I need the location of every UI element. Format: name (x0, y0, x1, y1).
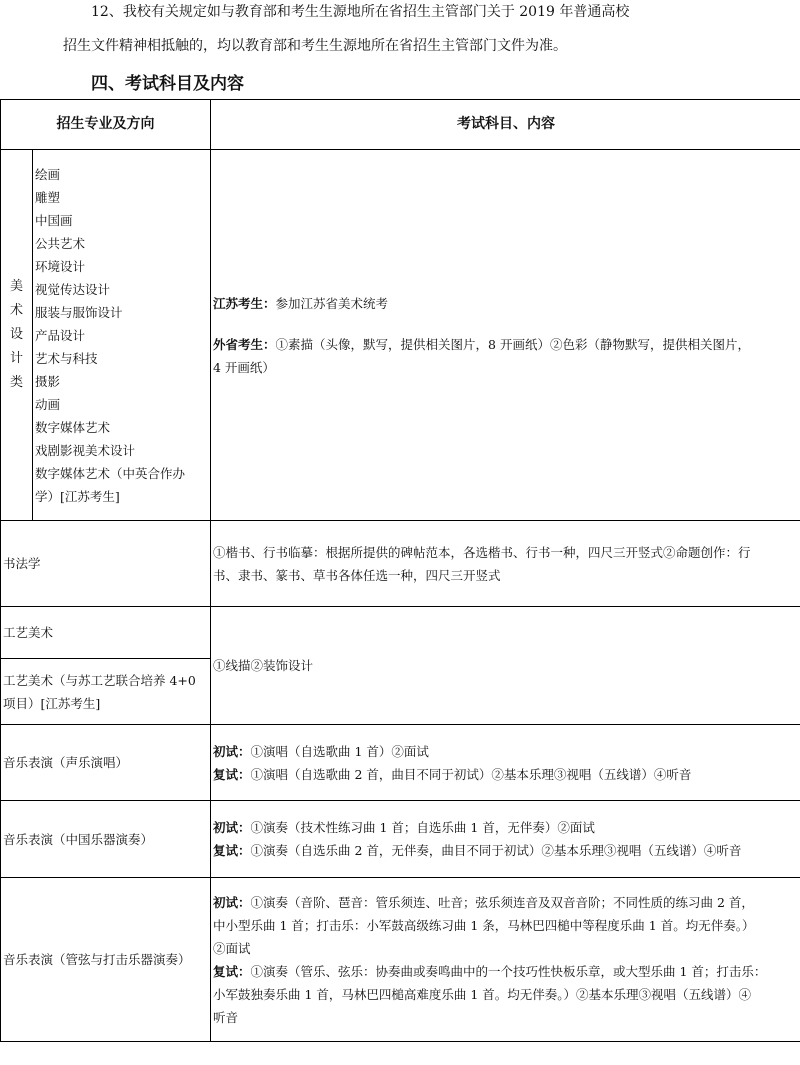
table-row-orchestral (1, 878, 800, 1042)
chinese-instruments-content (211, 801, 800, 878)
category-char: 术 (9, 303, 23, 318)
intro-paragraph-line-2: 招生文件精神相抵触的，均以教育部和考生生源地所在省招生主管部门文件为准。 (63, 38, 567, 54)
calligraphy-content (211, 521, 800, 607)
list-item: 摄影 (35, 373, 61, 389)
list-item: 视觉传达设计 (35, 281, 111, 297)
list-item: 艺术与科技 (35, 350, 98, 366)
list-item: 绘画 (35, 166, 61, 182)
table-row-craft-1 (1, 607, 800, 659)
vocal-content (211, 725, 800, 801)
category-char: 计 (9, 351, 23, 366)
first-round-text-2: 中小型乐曲 1 首；打击乐：小军鼓高级练习曲 1 条，马林巴四槌中等程度乐曲 1 首。均无伴奏。） (213, 917, 755, 933)
first-round-label: 初试： (213, 820, 251, 835)
list-item: 戏剧影视美术设计 (35, 442, 136, 458)
jiangsu-line (213, 292, 799, 315)
art-design-majors-list (33, 150, 211, 521)
table-header-row (1, 100, 800, 150)
second-round-text-3: 听音 (213, 1009, 239, 1025)
second-round-text: ①演奏（自选乐曲 2 首，无伴奏，曲目不同于初试）②基本乐理③视唱（五线谱）④听音 (250, 843, 742, 858)
list-item: 环境设计 (35, 258, 86, 274)
category-art-design (1, 150, 33, 521)
second-round-label: 复试： (213, 843, 251, 858)
major-craft: 工艺美术 (1, 607, 211, 659)
list-item: 雕塑 (35, 189, 61, 205)
major-calligraphy: 书法学 (1, 521, 211, 607)
craft-content: ①线描②装饰设计 (211, 607, 800, 725)
calligraphy-content-line-2: 书、隶书、篆书、草书各体任选一种，四尺三开竖式 (213, 567, 501, 583)
list-item: 动画 (35, 396, 61, 412)
table-row-art-design (1, 150, 800, 521)
other-text-2: 4 开画纸） (213, 359, 275, 375)
intro-paragraph-line-1: 12、我校有关规定如与教育部和考生生源地所在省招生主管部门关于 2019 年普通高校 (91, 4, 630, 20)
jiangsu-text: 参加江苏省美术统考 (275, 295, 389, 311)
list-item: 数字媒体艺术（中英合作办 (35, 465, 186, 481)
first-round-text: ①演唱（自选歌曲 1 首）②面试 (250, 743, 429, 759)
major-craft-joint (1, 659, 211, 725)
art-design-content (211, 150, 800, 521)
list-item: 数字媒体艺术 (35, 419, 111, 435)
category-char: 美 (9, 279, 23, 294)
second-round-text-2: 小军鼓独奏乐曲 1 首，马林巴四槌高难度乐曲 1 首。均无伴奏。）②基本乐理③视唱（五线谱）④ (213, 986, 752, 1002)
exam-subjects-table (0, 99, 800, 1042)
major-craft-joint-line-1: 工艺美术（与苏工艺联合培养 4+0 (3, 672, 196, 688)
section-heading: 四、考试科目及内容 (91, 74, 244, 94)
table-row-vocal (1, 725, 800, 801)
second-round-text: ①演唱（自选歌曲 2 首，曲目不同于初试）②基本乐理③视唱（五线谱）④听音 (250, 766, 692, 782)
other-label: 外省考生： (213, 336, 276, 352)
list-item: 产品设计 (35, 327, 86, 343)
list-item: 学）[江苏考生] (35, 488, 120, 504)
category-char: 设 (9, 327, 23, 342)
major-chinese-instruments: 音乐表演（中国乐器演奏） (1, 801, 211, 878)
other-line (213, 333, 799, 356)
first-round-text-3: ②面试 (213, 940, 251, 956)
list-item: 公共艺术 (35, 235, 86, 251)
header-content: 考试科目、内容 (211, 100, 800, 150)
list-item: 中国画 (35, 212, 73, 228)
second-round-label: 复试： (213, 963, 251, 979)
major-orchestral: 音乐表演（管弦与打击乐器演奏） (1, 878, 211, 1042)
second-round-label: 复试： (213, 766, 251, 782)
first-round-text: ①演奏（技术性练习曲 1 首；自选乐曲 1 首，无伴奏）②面试 (250, 820, 595, 835)
calligraphy-content-line-1: ①楷书、行书临摹：根据所提供的碑帖范本，各选楷书、行书一种，四尺三开竖式②命题创作：行 (213, 544, 751, 560)
first-round-label: 初试： (213, 894, 251, 910)
jiangsu-label: 江苏考生： (213, 295, 276, 311)
orchestral-content (211, 878, 800, 1042)
category-char: 类 (9, 375, 23, 390)
other-text-1: ①素描（头像，默写，提供相关图片，8 开画纸）②色彩（静物默写，提供相关图片， (275, 336, 750, 352)
list-item: 服装与服饰设计 (35, 304, 123, 320)
table-row-chinese-instruments (1, 801, 800, 878)
first-round-label: 初试： (213, 743, 251, 759)
table-row-calligraphy (1, 521, 800, 607)
major-vocal: 音乐表演（声乐演唱） (1, 725, 211, 801)
header-major: 招生专业及方向 (1, 100, 211, 150)
major-craft-joint-line-2: 项目）[江苏考生] (3, 695, 101, 711)
first-round-text-1: ①演奏（音阶、琶音：管乐须连、吐音；弦乐须连音及双音音阶；不同性质的练习曲 2 首， (250, 894, 754, 910)
second-round-text-1: ①演奏（管乐、弦乐：协奏曲或奏鸣曲中的一个技巧性快板乐章，或大型乐曲 1 首；打击乐： (250, 963, 767, 979)
